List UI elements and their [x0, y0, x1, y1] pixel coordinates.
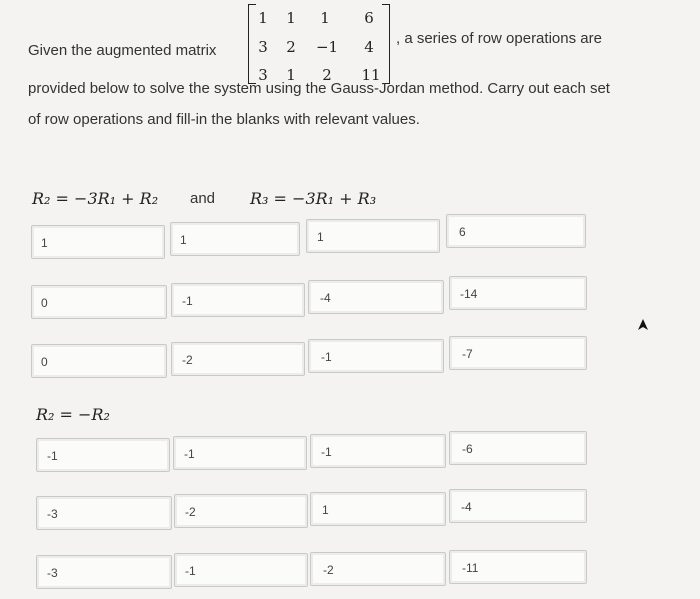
answer-box[interactable] [31, 344, 167, 378]
answer-box[interactable] [173, 436, 307, 470]
intro-line-2: provided below to solve the system using the Gauss-Jordan method. Carry out each set [28, 80, 610, 97]
answer-value: -11 [462, 561, 479, 575]
answer-box[interactable] [449, 550, 587, 584]
answer-value: -2 [185, 505, 196, 519]
answer-value: 1 [41, 236, 48, 250]
answer-box[interactable] [449, 276, 587, 310]
matrix-cell: −1 [315, 38, 339, 56]
answer-value: 1 [322, 503, 329, 517]
answer-box[interactable] [308, 280, 444, 314]
answer-box[interactable] [310, 552, 446, 586]
and-label: and [190, 190, 216, 207]
matrix-cell: 2 [322, 66, 332, 84]
answer-value: -6 [462, 442, 473, 456]
matrix-cell: 1 [258, 9, 268, 27]
answer-value: -1 [321, 350, 332, 364]
answer-value: 6 [459, 225, 466, 239]
matrix-cell: 3 [258, 38, 268, 56]
answer-value: -1 [182, 294, 193, 308]
answer-box[interactable] [36, 555, 172, 589]
answer-value: -3 [47, 566, 58, 580]
answer-value: 0 [41, 296, 48, 310]
answer-box[interactable] [306, 219, 440, 253]
intro-suffix: , a series of row operations are [396, 30, 602, 47]
answer-value: -1 [321, 445, 332, 459]
answer-box[interactable] [310, 492, 446, 526]
answer-box[interactable] [446, 214, 586, 248]
answer-box[interactable] [31, 285, 167, 319]
answer-value: -1 [47, 449, 58, 463]
answer-box[interactable] [36, 496, 172, 530]
answer-box[interactable] [308, 339, 444, 373]
matrix-cell: 1 [320, 9, 330, 27]
answer-value: -2 [323, 563, 334, 577]
row-op-negate-r2: R₂ = −R₂ [36, 405, 110, 424]
row-op-r2: R₂ = −3R₁ + R₂ [32, 189, 159, 208]
answer-value: 1 [317, 230, 324, 244]
answer-box[interactable] [31, 225, 165, 259]
answer-box[interactable] [174, 553, 308, 587]
matrix-cell: 2 [286, 38, 296, 56]
matrix-cell: 1 [286, 66, 296, 84]
answer-box[interactable] [449, 431, 587, 465]
answer-value: -2 [182, 353, 193, 367]
intro-line-3: of row operations and fill-in the blanks with relevant values. [28, 111, 420, 128]
answer-value: -4 [320, 291, 331, 305]
answer-value: -1 [185, 564, 196, 578]
matrix-cell: 4 [364, 38, 374, 56]
answer-box[interactable] [171, 283, 305, 317]
matrix-cell: 6 [364, 9, 374, 27]
answer-value: -3 [47, 507, 58, 521]
answer-value: -4 [461, 500, 472, 514]
row-op-r3: R₃ = −3R₁ + R₃ [250, 189, 377, 208]
intro-prefix: Given the augmented matrix [28, 42, 217, 59]
answer-value: 0 [41, 355, 48, 369]
matrix-cell: 1 [286, 9, 296, 27]
answer-box[interactable] [449, 489, 587, 523]
answer-box[interactable] [36, 438, 170, 472]
matrix-cell: 3 [258, 66, 268, 84]
matrix-cell: 11 [361, 66, 381, 84]
answer-box[interactable] [449, 336, 587, 370]
answer-value: -1 [184, 447, 195, 461]
answer-box[interactable] [310, 434, 446, 468]
mouse-pointer-icon [636, 318, 650, 332]
answer-value: -14 [460, 287, 478, 301]
answer-value: -7 [462, 347, 473, 361]
answer-value: 1 [180, 233, 187, 247]
answer-box[interactable] [171, 342, 305, 376]
answer-box[interactable] [174, 494, 308, 528]
augmented-matrix [248, 4, 390, 84]
answer-box[interactable] [170, 222, 300, 256]
